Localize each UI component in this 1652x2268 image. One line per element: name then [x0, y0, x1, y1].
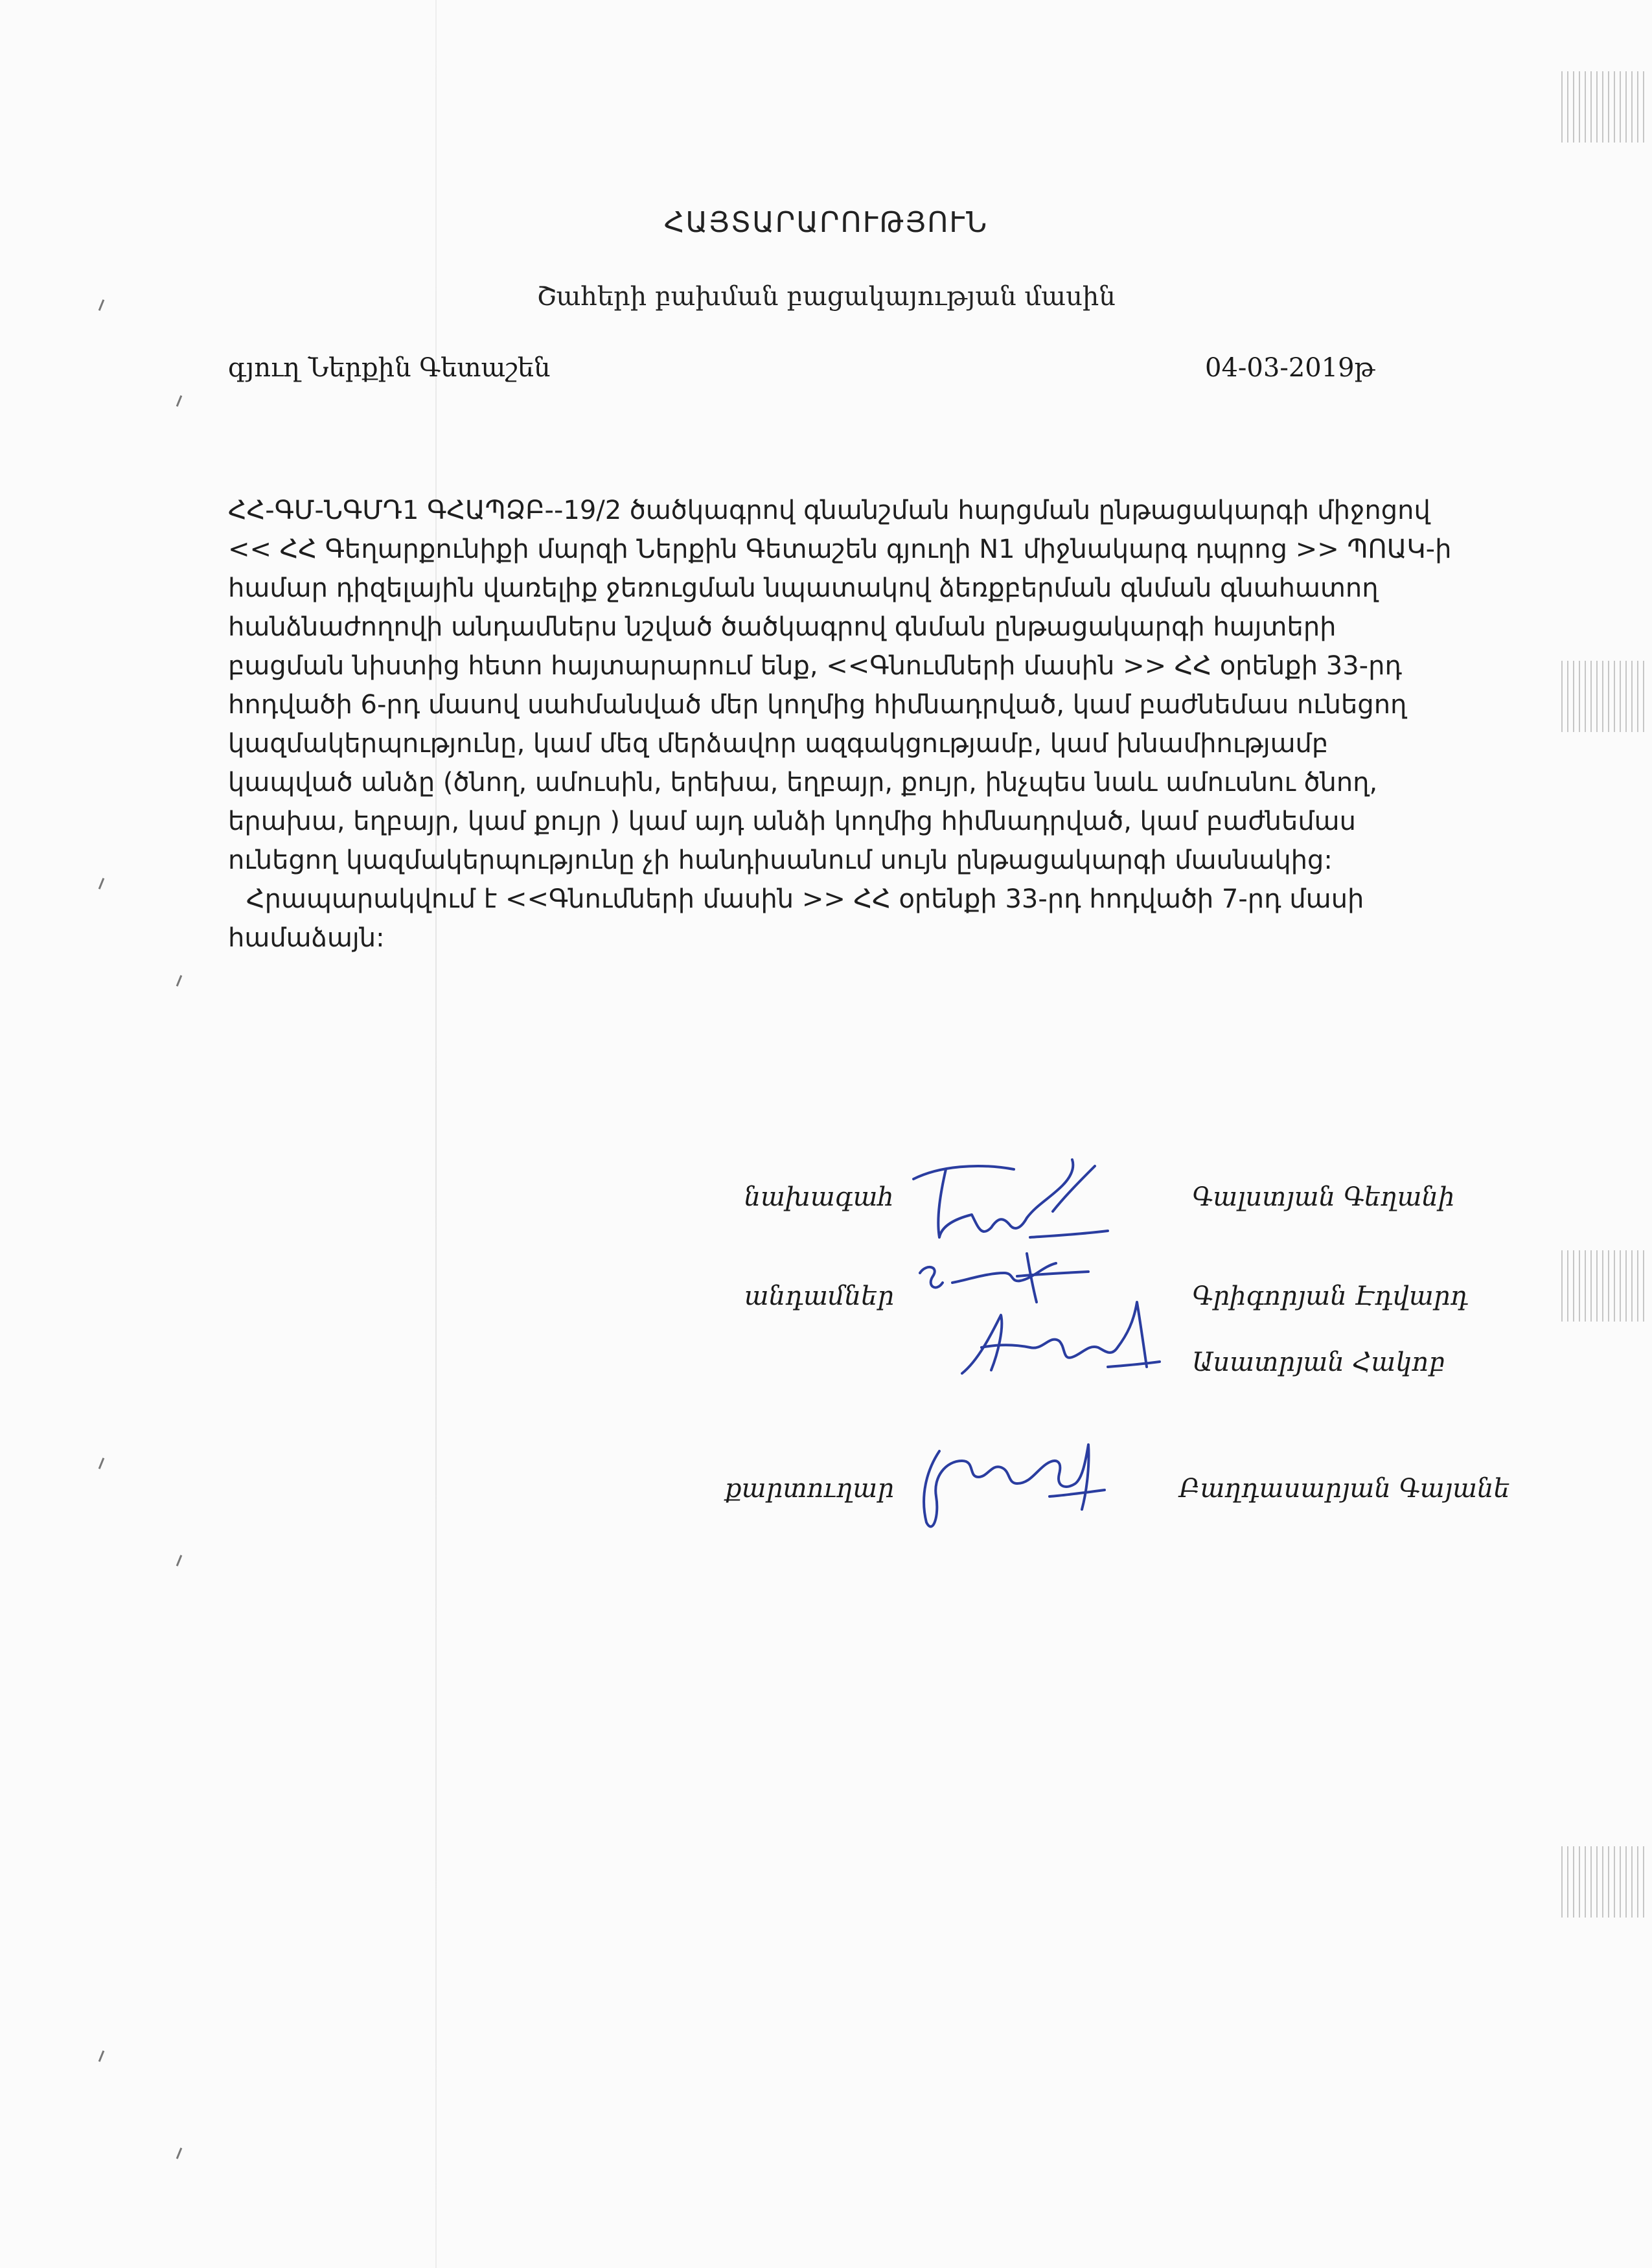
signature-chairman	[901, 1140, 1147, 1257]
scan-edge-mark	[1561, 661, 1646, 732]
scan-tick-mark	[176, 395, 183, 407]
scan-tick-mark	[176, 975, 183, 987]
scan-tick-mark	[98, 878, 105, 889]
signatory-name: Գրիգորյան Էդվարդ	[1192, 1281, 1469, 1311]
document-title: ՀԱՅՏԱՐԱՐՈՒԹՅՈՒՆ	[663, 206, 989, 239]
scan-tick-mark	[176, 1555, 183, 1566]
signatory-name: Գալստյան Գեղանի	[1192, 1182, 1455, 1212]
scan-edge-mark	[1561, 71, 1646, 143]
scan-edge-mark	[1561, 1846, 1646, 1918]
body-paragraph: ՀՀ-ԳՄ-ՆԳՄԴ1 ԳՀԱՊՁԲ--19/2 ծածկագրով գնանշման հարցման ընթացակարգի միջոցով << ՀՀ Գեղարքունիքի մարզի Ներքին Գետաշեն գյուղի N1 միջնակարգ դպրոց >> ՊՈԱԿ-ի համար դիզելային վառելիք ջեռուցման նպատակով ձեռքբերման գնման գնահատող հանձնաժողովի անդամներս նշված ծածկագրով գնման ընթացակարգի հայտերի բացման նիստից հետո հայտարարում ենք, <<Գնումների մասին >> ՀՀ օրենքի 33-րդ հոդվածի 6-րդ մասով սահմանված մեր կողմից հիմնադրված, կամ բաժնեմաս ունեցող կազմակերպությունը, կամ մեզ մերձավոր ազգակցությամբ, կամ խնամիությամբ կապված անձը (ծնող, ամուսին, երեխա, եղբայր, քույր, ինչպես նաև ամուսնու ծնող, երախա, եղբայր, կամ քույր ) կամ այդ անձի կողմից հիմնադրված, կամ բաժնեմաս ունեցող կազմակերպությունը չի հանդիսանում սույն ընթացակարգի մասնակից:	[228, 496, 1452, 875]
signatory-role: քարտուղար	[725, 1474, 894, 1504]
scan-edge-mark	[1561, 1250, 1646, 1322]
document-subtitle: Շահերի բախման բացակայության մասին	[536, 282, 1116, 312]
signatory-name: Բաղդասարյան Գայանե	[1179, 1474, 1510, 1504]
scan-tick-mark	[98, 1458, 105, 1469]
scan-tick-mark	[98, 2050, 105, 2062]
signatory-name: Ասատրյան Հակոբ	[1192, 1347, 1445, 1377]
signatory-role: նախագահ	[744, 1182, 894, 1212]
body-paragraph: Հրապարակվում է <<Գնումների մասին >> ՀՀ օրենքի 33-րդ հոդվածի 7-րդ մասի համաձայն:	[228, 884, 1364, 953]
scan-fold-line	[435, 0, 437, 2268]
signature-secretary	[901, 1425, 1121, 1542]
document-date: 04-03-2019թ	[1205, 353, 1375, 383]
scan-tick-mark	[176, 2148, 183, 2159]
signatory-role: անդամներ	[744, 1281, 894, 1311]
document-place: գյուղ Ներքին Գետաշեն	[228, 353, 551, 383]
signature-member-2	[952, 1283, 1173, 1386]
document-body	[228, 491, 1459, 957]
